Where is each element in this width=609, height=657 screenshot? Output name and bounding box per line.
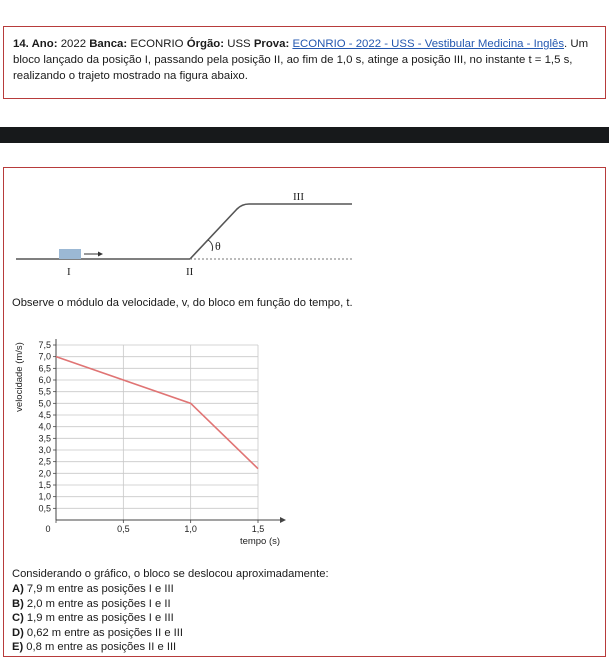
angle-arc	[208, 240, 213, 251]
y-tick-label: 1,0	[38, 491, 51, 502]
chart-ticks	[38, 340, 264, 534]
banca-label: Banca:	[89, 38, 128, 50]
banca-value: ECONRIO	[130, 38, 184, 50]
option-text: 0,62 m entre as posições II e III	[23, 626, 184, 639]
velocity-time-chart	[8, 328, 308, 548]
y-tick-label: 4,0	[38, 421, 51, 432]
option-text: 0,8 m entre as posições II e III	[23, 641, 177, 654]
y-tick-label: 5,5	[38, 386, 51, 397]
y-tick-label: 0,5	[38, 503, 51, 514]
x-axis-arrowhead	[280, 517, 286, 523]
x-tick-label: 0,5	[117, 524, 130, 534]
question-statement: . Um bloco lançado da posição I, passando pela posição II, ao fim de 1,0 s, atinge a posição III, no instante t = 1,5 s, realizando o trajeto mostrado na figura abaixo.	[13, 38, 589, 82]
y-tick-label: 6,5	[38, 363, 51, 374]
y-tick-label: 6,0	[38, 375, 51, 385]
option-a[interactable]	[12, 582, 183, 597]
option-e[interactable]	[12, 640, 183, 655]
prova-link[interactable]: ECONRIO - 2022 - USS - Vestibular Medicina - Inglês	[292, 38, 565, 50]
y-tick-label: 5,0	[38, 398, 51, 409]
y-tick-label: 7,5	[38, 340, 51, 350]
option-d[interactable]	[12, 626, 183, 641]
consider-text: Considerando o gráfico, o bloco se deslocou aproximadamente:	[12, 568, 329, 580]
x-tick-label: 1,0	[184, 524, 197, 534]
observe-text: Observe o módulo da velocidade, v, do bloco em função do tempo, t.	[12, 297, 353, 309]
option-letter: D)	[12, 626, 24, 639]
y-tick-label: 3,0	[38, 445, 51, 455]
chart-grid	[56, 345, 258, 520]
x-axis-label: tempo (s)	[239, 536, 281, 547]
answer-options	[12, 582, 183, 655]
option-text: 1,9 m entre as posições I e III	[23, 612, 174, 625]
question-header-card	[3, 26, 606, 99]
position-ii-label: II	[186, 266, 194, 278]
velocity-series-line	[56, 357, 258, 469]
option-text: 2,0 m entre as posições I e II	[23, 597, 171, 610]
orgao-label: Órgão:	[186, 38, 225, 50]
question-body-card	[3, 167, 606, 657]
question-year: 2022	[60, 38, 87, 50]
divider-bar	[0, 127, 609, 143]
y-tick-label: 3,5	[38, 433, 51, 444]
y-tick-label: 2,0	[38, 468, 51, 479]
velocity-arrowhead	[98, 252, 103, 257]
position-iii-label: III	[293, 191, 304, 203]
option-b[interactable]	[12, 597, 183, 612]
orgao-value: USS	[227, 38, 251, 50]
option-c[interactable]	[12, 611, 183, 626]
x-tick-label: 0	[45, 524, 51, 534]
x-tick-label: 1,5	[251, 524, 265, 534]
option-letter: B)	[12, 597, 24, 610]
option-letter: E)	[12, 641, 24, 654]
option-text: 7,9 m entre as posições I e III	[23, 583, 174, 595]
prova-label: Prova:	[253, 38, 290, 50]
question-number-label: 14. Ano:	[13, 38, 58, 50]
y-tick-label: 1,5	[38, 480, 51, 490]
y-tick-label: 4,5	[38, 410, 51, 420]
y-tick-label: 2,5	[38, 456, 51, 467]
trajectory-figure	[12, 188, 362, 288]
position-i-label: I	[67, 266, 71, 278]
block	[59, 249, 81, 259]
y-tick-label: 7,0	[38, 351, 51, 362]
angle-label: θ	[215, 239, 221, 253]
option-letter: A)	[12, 583, 24, 595]
option-letter: C)	[12, 612, 24, 625]
y-axis-label: velocidade (m/s)	[14, 342, 25, 412]
